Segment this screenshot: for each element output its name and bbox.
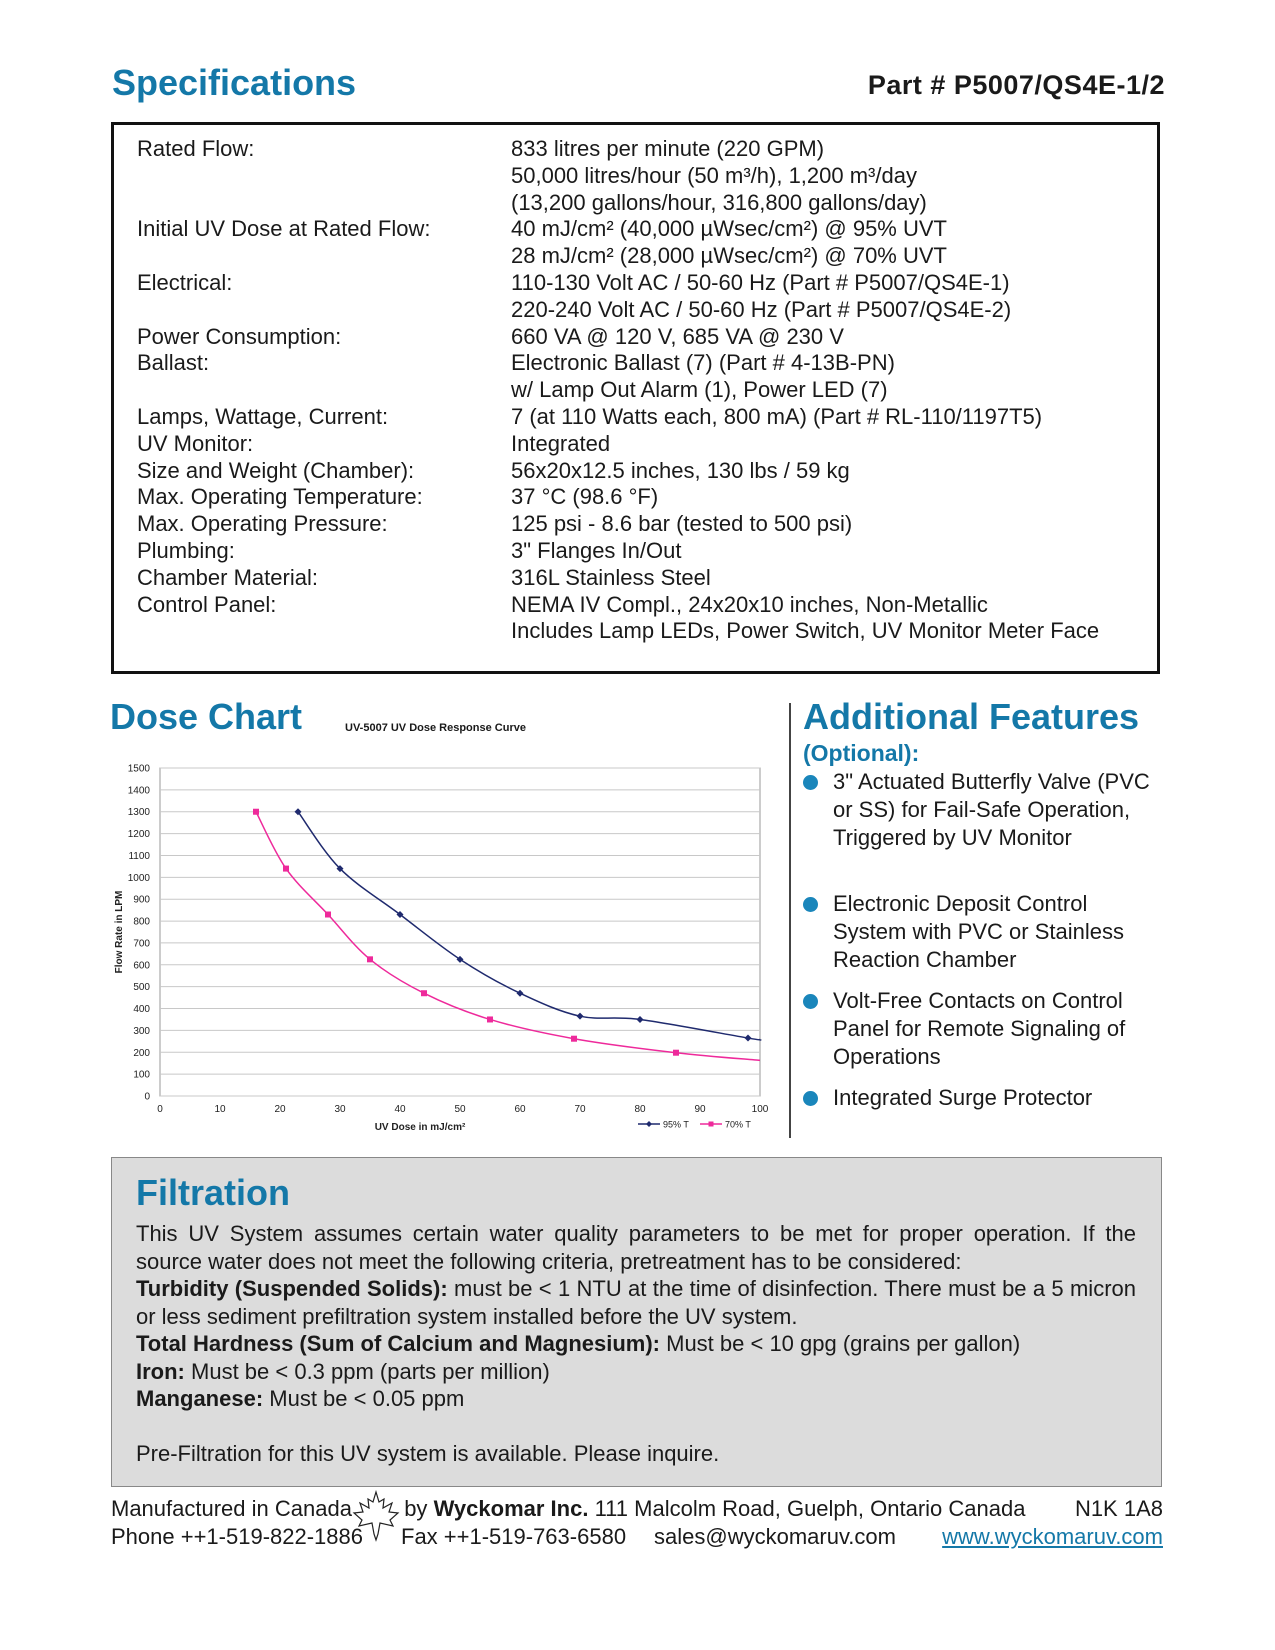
plot-area	[160, 768, 760, 1096]
chart-title: UV-5007 UV Dose Response Curve	[345, 722, 526, 734]
filtration-criterion	[136, 1275, 1136, 1330]
data-point	[571, 1036, 577, 1042]
spec-value: w/ Lamp Out Alarm (1), Power LED (7)	[511, 377, 888, 403]
bullet-icon	[803, 1091, 818, 1106]
x-tick-label: 90	[694, 1104, 706, 1115]
y-tick-label: 200	[133, 1047, 150, 1059]
spec-label-text: Size and Weight (Chamber):	[137, 457, 415, 483]
legend-label: 95% T	[663, 1119, 689, 1130]
y-tick-label: 600	[133, 960, 150, 972]
bullet-icon	[803, 994, 818, 1009]
spec-label-text: Max. Operating Pressure:	[137, 511, 388, 537]
spec-value: Includes Lamp LEDs, Power Switch, UV Monitor Meter Face	[511, 618, 1100, 644]
legend-label: 70% T	[725, 1119, 751, 1130]
made-in-canada: Manufactured in Canada	[111, 1496, 352, 1521]
spec-label-text: Electrical:	[137, 270, 233, 295]
y-axis-label: Flow Rate in LPM	[114, 890, 125, 974]
spec-value: 50,000 litres/hour (50 m³/h), 1,200 m³/day	[511, 162, 917, 188]
y-tick-label: 1400	[127, 785, 150, 797]
y-tick-label: 1500	[127, 763, 150, 775]
spec-value: 833 litres per minute (220 GPM)	[511, 136, 825, 161]
x-tick-label: 20	[274, 1104, 286, 1115]
spec-label-text: Max. Operating Temperature:	[137, 484, 423, 510]
footer-by: by	[404, 1496, 428, 1521]
y-tick-label: 1200	[127, 829, 150, 841]
spec-value: (13,200 gallons/hour, 316,800 gallons/day)	[511, 189, 927, 215]
x-tick-label: 60	[514, 1104, 526, 1115]
criterion-label: Iron:	[136, 1358, 185, 1384]
spec-label-text: Rated Flow:	[137, 136, 255, 161]
filtration-heading: Filtration	[136, 1172, 290, 1213]
phone-number: Phone ++1-519-822-1886	[111, 1524, 363, 1549]
feature-item	[803, 768, 1163, 852]
x-tick-label: 100	[751, 1104, 769, 1115]
spec-value: 125 psi - 8.6 bar (tested to 500 psi)	[511, 511, 853, 537]
data-point	[421, 990, 427, 996]
filtration-note: Pre-Filtration for this UV system is available. Please inquire.	[136, 1440, 720, 1466]
data-point	[487, 1016, 493, 1022]
y-tick-label: 500	[133, 982, 150, 994]
spec-value: 660 VA @ 120 V, 685 VA @ 230 V	[511, 323, 844, 349]
spec-value: Electronic Ballast (7) (Part # 4-13B-PN)	[511, 350, 895, 376]
features-heading: Additional Features	[803, 696, 1140, 737]
legend-marker	[646, 1121, 652, 1127]
dose-chart-heading: Dose Chart	[110, 696, 303, 737]
feature-text: Volt-Free Contacts on Control Panel for Remote Signaling of Operations	[833, 988, 1126, 1069]
spec-label-text: UV Monitor:	[137, 430, 254, 456]
x-tick-label: 10	[214, 1104, 226, 1115]
x-tick-label: 70	[574, 1104, 586, 1115]
criterion-label: Total Hardness (Sum of Calcium and Magnesium):	[136, 1331, 660, 1356]
spec-value: 40 mJ/cm² (40,000 µWsec/cm²) @ 95% UVT	[511, 216, 947, 242]
filtration-text	[136, 1220, 1136, 1467]
data-point	[325, 912, 331, 918]
postal-code: N1K 1A8	[1074, 1496, 1163, 1521]
spacer	[136, 1413, 1136, 1440]
criterion-text: must be < 1 NTU at the time of disinfection. There must be a 5 micron or less sediment prefiltration system installed before the UV system.	[136, 1276, 1136, 1329]
y-tick-label: 100	[133, 1069, 150, 1081]
spec-value: 110-130 Volt AC / 50-60 Hz (Part # P5007/QS4E-1)	[511, 270, 1010, 295]
email-address: sales@wyckomaruv.com	[654, 1524, 896, 1549]
spec-value: 220-240 Volt AC / 50-60 Hz (Part # P5007/QS4E-2)	[511, 296, 1012, 322]
company-name: Wyckomar Inc.	[433, 1496, 589, 1521]
bullet-icon	[803, 775, 818, 790]
data-point	[253, 809, 259, 815]
fax-number: Fax ++1-519-763-6580	[401, 1524, 627, 1549]
spec-label-text: Lamps, Wattage, Current:	[137, 404, 389, 429]
y-tick-label: 300	[133, 1025, 150, 1037]
spec-value: 28 mJ/cm² (28,000 µWsec/cm²) @ 70% UVT	[511, 243, 947, 269]
website-link[interactable]: www.wyckomaruv.com	[942, 1524, 1163, 1549]
spec-value: 7 (at 110 Watts each, 800 mA) (Part # RL-110/1197T5)	[511, 404, 1043, 429]
feature-item	[803, 1084, 1163, 1112]
filtration-criterion	[136, 1330, 1136, 1358]
feature-item	[803, 890, 1163, 974]
features-subheading: (Optional):	[803, 740, 920, 766]
x-tick-label: 30	[334, 1104, 346, 1115]
section-divider	[789, 703, 791, 1138]
dose-response-chart	[110, 752, 780, 1137]
filtration-intro: This UV System assumes certain water quality parameters to be met for proper operation. If the source water does not meet the following criteria, pretreatment has to be considered:	[136, 1221, 1136, 1274]
y-tick-label: 900	[133, 894, 150, 906]
company-address: 111 Malcolm Road, Guelph, Ontario Canada	[594, 1496, 1026, 1521]
filtration-criterion	[136, 1358, 1136, 1386]
y-tick-label: 1300	[127, 807, 150, 819]
y-tick-label: 800	[133, 916, 150, 928]
x-tick-label: 50	[454, 1104, 466, 1115]
spec-value: NEMA IV Compl., 24x20x10 inches, Non-Metallic	[511, 591, 988, 617]
specifications-table	[111, 122, 1160, 674]
filtration-panel	[111, 1157, 1162, 1487]
x-tick-label: 0	[157, 1104, 163, 1115]
spec-value: 316L Stainless Steel	[511, 564, 711, 590]
spec-value: 3" Flanges In/Out	[511, 538, 682, 563]
bullet-icon	[803, 897, 818, 912]
x-tick-label: 40	[394, 1104, 406, 1115]
filtration-criterion	[136, 1385, 1136, 1413]
criterion-label: Turbidity (Suspended Solids):	[136, 1276, 448, 1301]
legend-marker	[709, 1122, 714, 1127]
feature-text: Electronic Deposit Control System with PVC or Stainless Reaction Chamber	[833, 891, 1124, 972]
y-tick-label: 1000	[127, 872, 150, 884]
spec-label-text: Plumbing:	[137, 538, 235, 563]
y-tick-label: 0	[144, 1091, 150, 1103]
criterion-text: Must be < 10 gpg (grains per gallon)	[660, 1331, 1021, 1356]
feature-text: 3" Actuated Butterfly Valve (PVC or SS) for Fail-Safe Operation, Triggered by UV Monitor	[833, 769, 1150, 850]
part-number: Part # P5007/QS4E-1/2	[867, 70, 1165, 100]
x-tick-label: 80	[634, 1104, 646, 1115]
page-title: Specifications	[112, 62, 357, 103]
spec-value: Integrated	[511, 430, 611, 456]
data-point	[367, 956, 373, 962]
criterion-text: Must be < 0.05 ppm	[263, 1386, 465, 1411]
y-tick-label: 1100	[128, 850, 150, 862]
x-axis-label: UV Dose in mJ/cm²	[374, 1122, 466, 1133]
spec-value: 37 °C (98.6 °F)	[511, 484, 659, 510]
footer-line-2	[111, 1523, 1163, 1551]
spec-value: 56x20x12.5 inches, 130 lbs / 59 kg	[511, 457, 850, 483]
data-point	[673, 1050, 679, 1056]
feature-text: Integrated Surge Protector	[833, 1085, 1093, 1110]
y-tick-label: 400	[133, 1004, 150, 1016]
spec-label-text: Power Consumption:	[137, 323, 342, 349]
feature-item	[803, 987, 1163, 1071]
spec-label-text: Control Panel:	[137, 591, 277, 617]
footer-line-1	[111, 1495, 1163, 1523]
criterion-text: Must be < 0.3 ppm (parts per million)	[184, 1358, 550, 1384]
spec-label-text: Chamber Material:	[137, 564, 318, 590]
y-tick-label: 700	[133, 938, 150, 950]
spec-label-text: Ballast:	[137, 350, 210, 376]
criterion-label: Manganese:	[136, 1386, 264, 1411]
data-point	[283, 866, 289, 872]
spec-label-text: Initial UV Dose at Rated Flow:	[137, 216, 431, 242]
